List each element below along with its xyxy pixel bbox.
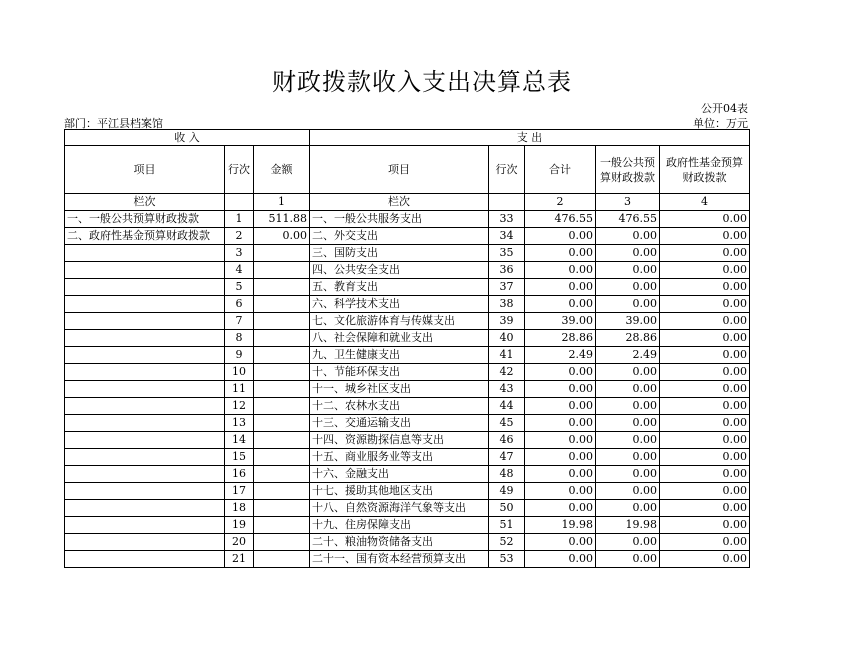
income-line-no: 9 <box>225 347 254 364</box>
total-amount: 476.55 <box>525 211 596 228</box>
table-row <box>65 398 750 415</box>
table-row <box>65 466 750 483</box>
income-amount <box>254 245 310 262</box>
form-code: 公开04表 <box>701 102 748 115</box>
expense-item: 二十一、国有资本经营预算支出 <box>310 551 489 568</box>
table-row <box>65 364 750 381</box>
table-row <box>65 330 750 347</box>
expense-item: 十一、城乡社区支出 <box>310 381 489 398</box>
general-budget-amount: 0.00 <box>596 381 660 398</box>
expense-item: 十二、农林水支出 <box>310 398 489 415</box>
general-budget-amount: 0.00 <box>596 415 660 432</box>
expense-item: 六、科学技术支出 <box>310 296 489 313</box>
expense-line-no: 52 <box>489 534 525 551</box>
fund-budget-amount: 0.00 <box>660 211 750 228</box>
fund-budget-amount: 0.00 <box>660 398 750 415</box>
general-budget-amount: 0.00 <box>596 245 660 262</box>
income-amount <box>254 432 310 449</box>
income-amount <box>254 449 310 466</box>
col-number-3: 3 <box>596 194 660 211</box>
income-amount-header: 金额 <box>254 146 310 194</box>
income-item <box>65 551 225 568</box>
expense-item: 十三、交通运输支出 <box>310 415 489 432</box>
expense-item: 十六、金融支出 <box>310 466 489 483</box>
expense-line-no: 53 <box>489 551 525 568</box>
expense-item-header: 项目 <box>310 146 489 194</box>
expense-line-no: 50 <box>489 500 525 517</box>
income-line-no: 14 <box>225 432 254 449</box>
income-amount: 511.88 <box>254 211 310 228</box>
col-number-4: 4 <box>660 194 750 211</box>
income-item <box>65 449 225 466</box>
total-amount: 0.00 <box>525 262 596 279</box>
income-line-no: 1 <box>225 211 254 228</box>
general-budget-amount: 39.00 <box>596 313 660 330</box>
total-amount: 0.00 <box>525 245 596 262</box>
income-header: 收 入 <box>65 130 310 146</box>
expense-item: 一、一般公共服务支出 <box>310 211 489 228</box>
general-budget-amount: 0.00 <box>596 432 660 449</box>
income-item <box>65 313 225 330</box>
total-amount: 0.00 <box>525 534 596 551</box>
table-row <box>65 228 750 245</box>
income-item: 一、一般公共预算财政拨款 <box>65 211 225 228</box>
expense-line-no: 43 <box>489 381 525 398</box>
fund-budget-amount: 0.00 <box>660 551 750 568</box>
income-line-no: 7 <box>225 313 254 330</box>
table-row <box>65 211 750 228</box>
general-budget-amount: 0.00 <box>596 534 660 551</box>
income-line-no: 17 <box>225 483 254 500</box>
income-line-no: 13 <box>225 415 254 432</box>
income-amount <box>254 534 310 551</box>
total-header: 合计 <box>525 146 596 194</box>
expense-item: 八、社会保障和就业支出 <box>310 330 489 347</box>
total-amount: 0.00 <box>525 466 596 483</box>
general-budget-amount: 0.00 <box>596 483 660 500</box>
expense-line-no: 46 <box>489 432 525 449</box>
income-amount <box>254 517 310 534</box>
general-budget-amount: 28.86 <box>596 330 660 347</box>
table-row <box>65 279 750 296</box>
table-row <box>65 415 750 432</box>
income-amount <box>254 551 310 568</box>
table-row <box>65 500 750 517</box>
income-line-no: 6 <box>225 296 254 313</box>
section-header-row <box>65 130 750 146</box>
expense-item: 十四、资源勘探信息等支出 <box>310 432 489 449</box>
col-number-1: 1 <box>254 194 310 211</box>
income-line-no: 11 <box>225 381 254 398</box>
table-row <box>65 347 750 364</box>
fund-budget-amount: 0.00 <box>660 381 750 398</box>
col-label-left: 栏次 <box>65 194 225 211</box>
income-item <box>65 398 225 415</box>
income-item-header: 项目 <box>65 146 225 194</box>
expense-line-no: 45 <box>489 415 525 432</box>
general-budget-amount: 0.00 <box>596 449 660 466</box>
total-amount: 2.49 <box>525 347 596 364</box>
expense-line-no: 40 <box>489 330 525 347</box>
expense-line-no: 51 <box>489 517 525 534</box>
total-amount: 0.00 <box>525 483 596 500</box>
income-item <box>65 245 225 262</box>
income-line-no: 12 <box>225 398 254 415</box>
total-amount: 0.00 <box>525 432 596 449</box>
income-amount <box>254 330 310 347</box>
col-label-right: 栏次 <box>310 194 489 211</box>
expense-item: 四、公共安全支出 <box>310 262 489 279</box>
income-amount <box>254 466 310 483</box>
income-item <box>65 517 225 534</box>
income-line-no: 2 <box>225 228 254 245</box>
column-header-row <box>65 146 750 194</box>
income-amount <box>254 313 310 330</box>
fund-budget-amount: 0.00 <box>660 534 750 551</box>
fund-budget-amount: 0.00 <box>660 415 750 432</box>
income-item <box>65 364 225 381</box>
table-row <box>65 296 750 313</box>
fund-budget-amount: 0.00 <box>660 500 750 517</box>
general-budget-amount: 0.00 <box>596 398 660 415</box>
general-budget-amount: 0.00 <box>596 551 660 568</box>
income-item <box>65 466 225 483</box>
income-amount: 0.00 <box>254 228 310 245</box>
expense-item: 十九、住房保障支出 <box>310 517 489 534</box>
total-amount: 0.00 <box>525 500 596 517</box>
fund-budget-amount: 0.00 <box>660 262 750 279</box>
general-budget-amount: 0.00 <box>596 262 660 279</box>
expense-line-no: 44 <box>489 398 525 415</box>
income-item <box>65 347 225 364</box>
total-amount: 19.98 <box>525 517 596 534</box>
column-number-row <box>65 194 750 211</box>
expense-item: 三、国防支出 <box>310 245 489 262</box>
general-budget-amount: 0.00 <box>596 279 660 296</box>
income-line-no: 18 <box>225 500 254 517</box>
general-budget-amount: 476.55 <box>596 211 660 228</box>
income-amount <box>254 364 310 381</box>
income-amount <box>254 483 310 500</box>
income-line-header: 行次 <box>225 146 254 194</box>
expense-line-no: 39 <box>489 313 525 330</box>
col-empty <box>225 194 254 211</box>
income-line-no: 4 <box>225 262 254 279</box>
total-amount: 0.00 <box>525 415 596 432</box>
income-item <box>65 483 225 500</box>
income-amount <box>254 398 310 415</box>
income-line-no: 15 <box>225 449 254 466</box>
general-budget-amount: 0.00 <box>596 466 660 483</box>
total-amount: 0.00 <box>525 364 596 381</box>
fund-budget-amount: 0.00 <box>660 449 750 466</box>
expense-item: 七、文化旅游体育与传媒支出 <box>310 313 489 330</box>
table-row <box>65 432 750 449</box>
table-row <box>65 517 750 534</box>
income-item <box>65 432 225 449</box>
fund-budget-amount: 0.00 <box>660 466 750 483</box>
expense-item: 十七、援助其他地区支出 <box>310 483 489 500</box>
expense-line-no: 35 <box>489 245 525 262</box>
budget-table <box>64 129 750 568</box>
table-row <box>65 313 750 330</box>
total-amount: 28.86 <box>525 330 596 347</box>
income-item <box>65 296 225 313</box>
total-amount: 0.00 <box>525 228 596 245</box>
total-amount: 39.00 <box>525 313 596 330</box>
expense-line-no: 42 <box>489 364 525 381</box>
income-item: 二、政府性基金预算财政拨款 <box>65 228 225 245</box>
income-item <box>65 262 225 279</box>
fund-budget-amount: 0.00 <box>660 313 750 330</box>
general-budget-amount: 2.49 <box>596 347 660 364</box>
income-amount <box>254 381 310 398</box>
income-item <box>65 381 225 398</box>
fund-budget-amount: 0.00 <box>660 228 750 245</box>
department-label: 部门：平江县档案馆 <box>64 117 163 130</box>
page-title: 财政拨款收入支出决算总表 <box>272 68 572 96</box>
income-line-no: 20 <box>225 534 254 551</box>
general-budget-amount: 0.00 <box>596 500 660 517</box>
general-budget-amount: 19.98 <box>596 517 660 534</box>
income-item <box>65 279 225 296</box>
total-amount: 0.00 <box>525 449 596 466</box>
unit-label: 单位：万元 <box>693 117 748 130</box>
total-amount: 0.00 <box>525 296 596 313</box>
table-row <box>65 534 750 551</box>
fund-budget-amount: 0.00 <box>660 245 750 262</box>
income-line-no: 16 <box>225 466 254 483</box>
total-amount: 0.00 <box>525 551 596 568</box>
expense-item: 二十、粮油物资储备支出 <box>310 534 489 551</box>
table-row <box>65 245 750 262</box>
income-item <box>65 330 225 347</box>
income-amount <box>254 262 310 279</box>
income-item <box>65 415 225 432</box>
table-row <box>65 551 750 568</box>
fund-budget-header: 政府性基金预算财政拨款 <box>660 146 750 194</box>
income-amount <box>254 415 310 432</box>
general-budget-amount: 0.00 <box>596 296 660 313</box>
table-row <box>65 483 750 500</box>
general-budget-amount: 0.00 <box>596 364 660 381</box>
total-amount: 0.00 <box>525 279 596 296</box>
fund-budget-amount: 0.00 <box>660 279 750 296</box>
income-amount <box>254 296 310 313</box>
income-amount <box>254 279 310 296</box>
total-amount: 0.00 <box>525 398 596 415</box>
col-empty <box>489 194 525 211</box>
general-budget-header: 一般公共预算财政拨款 <box>596 146 660 194</box>
income-line-no: 10 <box>225 364 254 381</box>
col-number-2: 2 <box>525 194 596 211</box>
expense-line-no: 41 <box>489 347 525 364</box>
total-amount: 0.00 <box>525 381 596 398</box>
expense-line-no: 48 <box>489 466 525 483</box>
income-line-no: 19 <box>225 517 254 534</box>
general-budget-amount: 0.00 <box>596 228 660 245</box>
expense-line-no: 49 <box>489 483 525 500</box>
expense-line-no: 47 <box>489 449 525 466</box>
expense-line-no: 34 <box>489 228 525 245</box>
expense-line-no: 36 <box>489 262 525 279</box>
expense-line-no: 38 <box>489 296 525 313</box>
income-amount <box>254 500 310 517</box>
expense-item: 九、卫生健康支出 <box>310 347 489 364</box>
income-line-no: 21 <box>225 551 254 568</box>
income-item <box>65 500 225 517</box>
fund-budget-amount: 0.00 <box>660 347 750 364</box>
expense-line-no: 33 <box>489 211 525 228</box>
table-row <box>65 449 750 466</box>
fund-budget-amount: 0.00 <box>660 364 750 381</box>
table-row <box>65 381 750 398</box>
expense-item: 五、教育支出 <box>310 279 489 296</box>
expense-item: 十五、商业服务业等支出 <box>310 449 489 466</box>
fund-budget-amount: 0.00 <box>660 517 750 534</box>
expense-item: 十八、自然资源海洋气象等支出 <box>310 500 489 517</box>
expense-header: 支 出 <box>310 130 750 146</box>
expense-line-header: 行次 <box>489 146 525 194</box>
expense-item: 十、节能环保支出 <box>310 364 489 381</box>
expense-line-no: 37 <box>489 279 525 296</box>
fund-budget-amount: 0.00 <box>660 330 750 347</box>
table-row <box>65 262 750 279</box>
income-line-no: 5 <box>225 279 254 296</box>
fund-budget-amount: 0.00 <box>660 483 750 500</box>
income-amount <box>254 347 310 364</box>
fund-budget-amount: 0.00 <box>660 432 750 449</box>
expense-item: 二、外交支出 <box>310 228 489 245</box>
income-line-no: 8 <box>225 330 254 347</box>
income-line-no: 3 <box>225 245 254 262</box>
fund-budget-amount: 0.00 <box>660 296 750 313</box>
income-item <box>65 534 225 551</box>
